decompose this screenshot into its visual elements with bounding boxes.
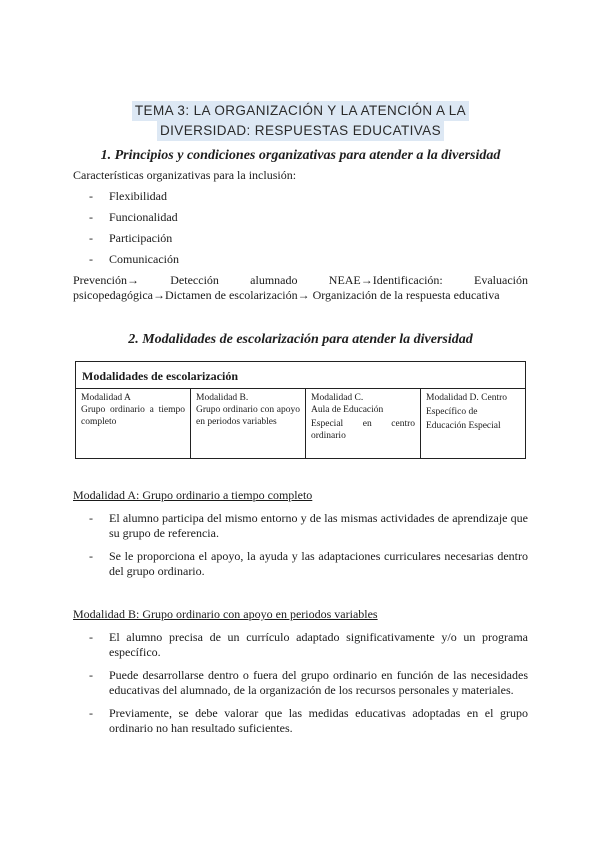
document-page	[73, 0, 528, 736]
title-line-2: DIVERSIDAD: RESPUESTAS EDUCATIVAS	[157, 121, 444, 141]
list-item: - Funcionalidad	[89, 210, 178, 224]
table-header: Modalidades de escolarización	[76, 362, 526, 389]
modalidad-b-heading: Modalidad B: Grupo ordinario con apoyo en periodos variables	[73, 607, 378, 621]
section-1-intro: Características organizativas para la inclusión:	[73, 168, 297, 182]
table-cell-modalidad-c: Modalidad C. Aula de Educación Especial en centro ordinario	[306, 389, 421, 459]
characteristics-list	[73, 189, 528, 267]
modalidad-b-list	[73, 630, 528, 736]
section-2-heading: 2. Modalidades de escolarización para atender la diversidad	[128, 332, 473, 347]
modalities-table	[75, 361, 526, 459]
document-title	[73, 101, 528, 141]
list-item: - Participación	[89, 231, 173, 245]
title-line-1: TEMA 3: LA ORGANIZACIÓN Y LA ATENCIÓN A LA	[132, 101, 469, 121]
modalidad-a-heading: Modalidad A: Grupo ordinario a tiempo completo	[73, 488, 313, 502]
list-item: - Flexibilidad	[89, 189, 167, 203]
process-flow-line-2: psicopedagógica→Dictamen de escolarización→ Organización de la respuesta educativa	[73, 288, 500, 302]
list-item: - Puede desarrollarse dentro o fuera del grupo ordinario en función de las necesidades educativas del alumnado, de la organización de los recursos personales y materiales.	[89, 668, 528, 697]
section-1-heading: 1. Principios y condiciones organizativas para atender a la diversidad	[100, 148, 501, 163]
list-item: - Comunicación	[89, 252, 179, 266]
list-item: - Se le proporciona el apoyo, la ayuda y las adaptaciones curriculares necesarias dentro del grupo ordinario.	[89, 549, 528, 578]
list-item: - Previamente, se debe valorar que las medidas educativas adoptadas en el grupo ordinario no han resultado suficientes.	[89, 706, 528, 735]
list-item: - El alumno precisa de un currículo adaptado significativamente y/o un programa específico.	[89, 630, 528, 659]
table-cell-modalidad-b: Modalidad B. Grupo ordinario con apoyo en periodos variables	[191, 389, 306, 459]
list-item: - El alumno participa del mismo entorno y de las mismas actividades de aprendizaje que su grupo de referencia.	[89, 511, 528, 540]
table-cell-modalidad-d: Modalidad D. Centro Específico de Educación Especial	[421, 389, 526, 459]
modalidad-a-list	[73, 511, 528, 579]
process-flow-line-1: Prevención→ Detección alumnado NEAE→Identificación: Evaluación	[73, 273, 528, 287]
table-cell-modalidad-a: Modalidad A Grupo ordinario a tiempo completo	[76, 389, 191, 459]
